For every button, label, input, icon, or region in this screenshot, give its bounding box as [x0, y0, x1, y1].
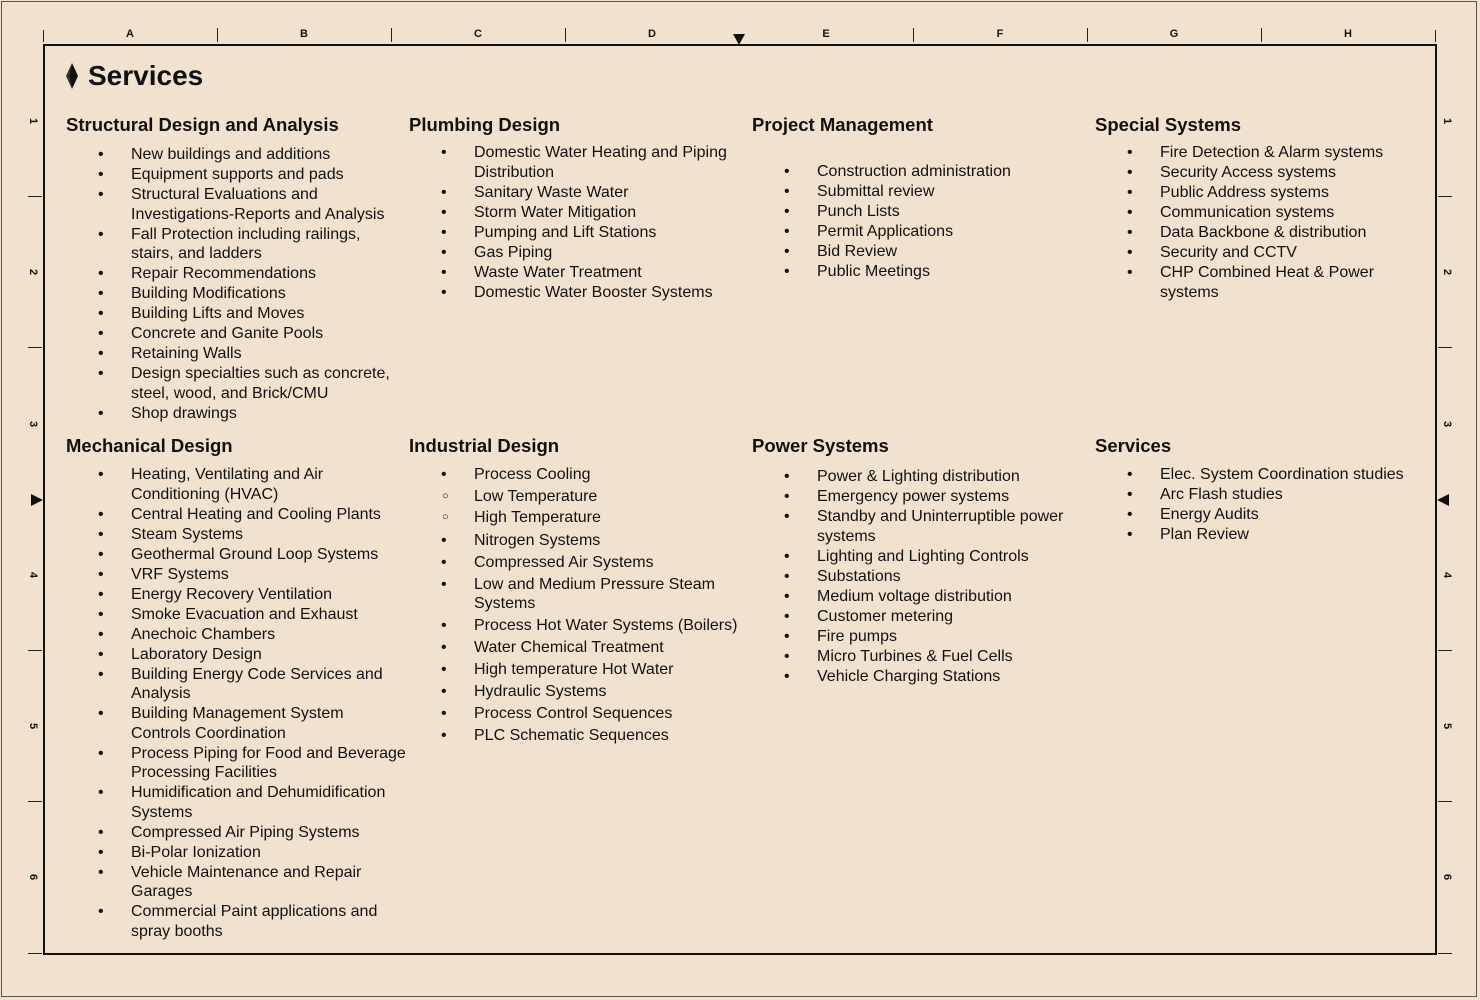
list-item: • Repair Recommendations	[66, 264, 406, 284]
row-number: 5	[1441, 722, 1453, 730]
ruler-tick	[28, 801, 42, 802]
section-heading: Structural Design and Analysis	[66, 114, 339, 135]
list-item: • Energy Recovery Ventilation	[66, 585, 406, 605]
page-title: Services	[88, 60, 204, 91]
section-industrial	[409, 435, 749, 748]
ruler-tick	[565, 28, 566, 42]
list-item: • Smoke Evacuation and Exhaust	[66, 605, 406, 625]
list-item: • Domestic Water Booster Systems	[409, 283, 749, 303]
list-item: • Laboratory Design	[66, 645, 406, 665]
list-item: • New buildings and additions	[66, 145, 406, 165]
list-item: • Public Meetings	[752, 262, 1092, 282]
list-item: • Storm Water Mitigation	[409, 203, 749, 223]
ruler-tick	[1435, 30, 1436, 42]
section-plumbing	[409, 114, 749, 303]
row-number: 1	[27, 117, 39, 125]
list-item: • Bi-Polar Ionization	[66, 843, 406, 863]
row-number: 6	[27, 873, 39, 881]
section-special-systems	[1095, 114, 1435, 303]
list-item: • Building Management System Controls Coordination	[66, 704, 406, 743]
list-item-label: Process Cooling	[474, 466, 591, 483]
list-item: • Energy Audits	[1095, 505, 1435, 525]
service-list	[752, 162, 1092, 282]
row-number: 6	[1441, 873, 1453, 881]
row-number: 5	[27, 722, 39, 730]
sub-list-item: ○ High Temperature	[409, 507, 749, 529]
section-structural	[66, 114, 406, 424]
section-heading: Plumbing Design	[409, 114, 561, 135]
compass-arrow-icon	[66, 63, 78, 89]
list-item: • Commercial Paint applications and spray booths	[66, 902, 406, 941]
ruler-tick	[43, 30, 44, 42]
list-item: • Gas Piping	[409, 243, 749, 263]
list-item: • CHP Combined Heat & Power systems	[1095, 263, 1435, 302]
service-list	[1095, 465, 1435, 545]
list-item: • Humidification and Dehumidification Systems	[66, 783, 406, 822]
ruler-tick	[28, 347, 42, 348]
list-item: • Bid Review	[752, 242, 1092, 262]
section-heading: Special Systems	[1095, 114, 1242, 135]
service-list	[409, 465, 749, 746]
list-item	[409, 465, 749, 529]
list-item: • Fall Protection including railings, stairs, and ladders	[66, 225, 406, 264]
list-item: • Heating, Ventilating and Air Conditioning (HVAC)	[66, 465, 406, 504]
list-item: • Customer metering	[752, 607, 1092, 627]
list-item: • Concrete and Ganite Pools	[66, 324, 406, 344]
list-item: • Anechoic Chambers	[66, 625, 406, 645]
list-item: • Central Heating and Cooling Plants	[66, 505, 406, 525]
list-item: • Substations	[752, 567, 1092, 587]
section-project-management	[752, 114, 1092, 282]
list-item: • Medium voltage distribution	[752, 587, 1092, 607]
ruler-tick	[1438, 347, 1452, 348]
section-heading: Power Systems	[752, 435, 889, 456]
list-item: • Emergency power systems	[752, 487, 1092, 507]
list-item: • Compressed Air Piping Systems	[66, 823, 406, 843]
list-item: • Construction administration	[752, 162, 1092, 182]
service-list	[1095, 143, 1435, 302]
list-item: • Power & Lighting distribution	[752, 467, 1092, 487]
list-item: • Data Backbone & distribution	[1095, 223, 1435, 243]
ruler-tick	[28, 953, 42, 954]
list-item: • Vehicle Charging Stations	[752, 667, 1092, 687]
list-item: • Retaining Walls	[66, 344, 406, 364]
list-item: • Nitrogen Systems	[409, 531, 749, 551]
row-number: 2	[1441, 268, 1453, 276]
list-item: • Micro Turbines & Fuel Cells	[752, 647, 1092, 667]
list-item: • Security Access systems	[1095, 163, 1435, 183]
ruler-tick	[1087, 28, 1088, 42]
section-services	[1095, 435, 1435, 545]
column-letter: H	[1344, 28, 1352, 40]
row-number: 4	[1441, 571, 1453, 579]
column-letter: F	[996, 28, 1004, 40]
service-list	[409, 143, 749, 302]
list-item: • Process Control Sequences	[409, 704, 749, 724]
ruler-tick	[391, 28, 392, 42]
ruler-tick	[913, 28, 914, 42]
row-number: 3	[27, 420, 39, 428]
ruler-tick	[1438, 953, 1452, 954]
list-item: • Waste Water Treatment	[409, 263, 749, 283]
list-item: • Vehicle Maintenance and Repair Garages	[66, 863, 406, 902]
list-item: • Sanitary Waste Water	[409, 183, 749, 203]
ruler-tick	[1438, 196, 1452, 197]
list-item: • Building Modifications	[66, 284, 406, 304]
ruler-tick	[28, 196, 42, 197]
service-list	[66, 145, 406, 423]
ruler-tick	[1261, 28, 1262, 42]
ruler-tick	[28, 650, 42, 651]
service-list	[752, 467, 1092, 686]
ruler-tick	[1438, 650, 1452, 651]
row-number: 2	[27, 268, 39, 276]
list-item: • Structural Evaluations and Investigations-Reports and Analysis	[66, 185, 406, 224]
list-item: • Public Address systems	[1095, 183, 1435, 203]
list-item: • Design specialties such as concrete, steel, wood, and Brick/CMU	[66, 364, 406, 403]
section-mechanical	[66, 435, 406, 942]
list-item: • Steam Systems	[66, 525, 406, 545]
ruler-tick	[217, 28, 218, 42]
title-block	[66, 60, 203, 92]
list-item: • Compressed Air Systems	[409, 553, 749, 573]
column-letter: D	[648, 28, 656, 40]
list-item: • Punch Lists	[752, 202, 1092, 222]
list-item: • Low and Medium Pressure Steam Systems	[409, 575, 749, 614]
list-item: • Communication systems	[1095, 203, 1435, 223]
service-list	[66, 465, 406, 941]
list-item: • Fire pumps	[752, 627, 1092, 647]
list-item: • Equipment supports and pads	[66, 165, 406, 185]
list-item: • Elec. System Coordination studies	[1095, 465, 1435, 485]
list-item: • Fire Detection & Alarm systems	[1095, 143, 1435, 163]
list-item: • Building Lifts and Moves	[66, 304, 406, 324]
column-letter: B	[300, 28, 308, 40]
list-item: • Submittal review	[752, 182, 1092, 202]
row-number: 4	[27, 571, 39, 579]
sub-list	[409, 486, 749, 529]
list-item: • Permit Applications	[752, 222, 1092, 242]
list-item: • Lighting and Lighting Controls	[752, 547, 1092, 567]
list-item: • Shop drawings	[66, 404, 406, 424]
ruler-tick	[1438, 801, 1452, 802]
list-item: • Water Chemical Treatment	[409, 638, 749, 658]
section-power-systems	[752, 435, 1092, 687]
section-heading: Mechanical Design	[66, 435, 233, 456]
list-item: • Process Piping for Food and Beverage Processing Facilities	[66, 744, 406, 783]
list-item: • Building Energy Code Services and Analysis	[66, 665, 406, 704]
section-heading: Industrial Design	[409, 435, 560, 456]
row-number: 3	[1441, 420, 1453, 428]
list-item: • VRF Systems	[66, 565, 406, 585]
column-letter: C	[474, 28, 482, 40]
section-heading: Services	[1095, 435, 1172, 456]
column-letter: A	[126, 28, 134, 40]
column-letter: G	[1169, 28, 1179, 40]
list-item: • Security and CCTV	[1095, 243, 1435, 263]
list-item: • Geothermal Ground Loop Systems	[66, 545, 406, 565]
column-letter: E	[822, 28, 830, 40]
list-item: • Arc Flash studies	[1095, 485, 1435, 505]
list-item: • Domestic Water Heating and Piping Distribution	[409, 143, 749, 182]
row-number: 1	[1441, 117, 1453, 125]
list-item: • Plan Review	[1095, 525, 1435, 545]
list-item: • Process Hot Water Systems (Boilers)	[409, 616, 749, 636]
sub-list-item: ○ Low Temperature	[409, 486, 749, 508]
list-item: • Standby and Uninterruptible power systems	[752, 507, 1092, 546]
list-item: • PLC Schematic Sequences	[409, 726, 749, 746]
center-marker-right-icon	[31, 494, 43, 506]
list-item: • Pumping and Lift Stations	[409, 223, 749, 243]
list-item: • Hydraulic Systems	[409, 682, 749, 702]
list-item: • High temperature Hot Water	[409, 660, 749, 680]
section-heading: Project Management	[752, 114, 933, 135]
center-marker-left-icon	[1437, 494, 1449, 506]
